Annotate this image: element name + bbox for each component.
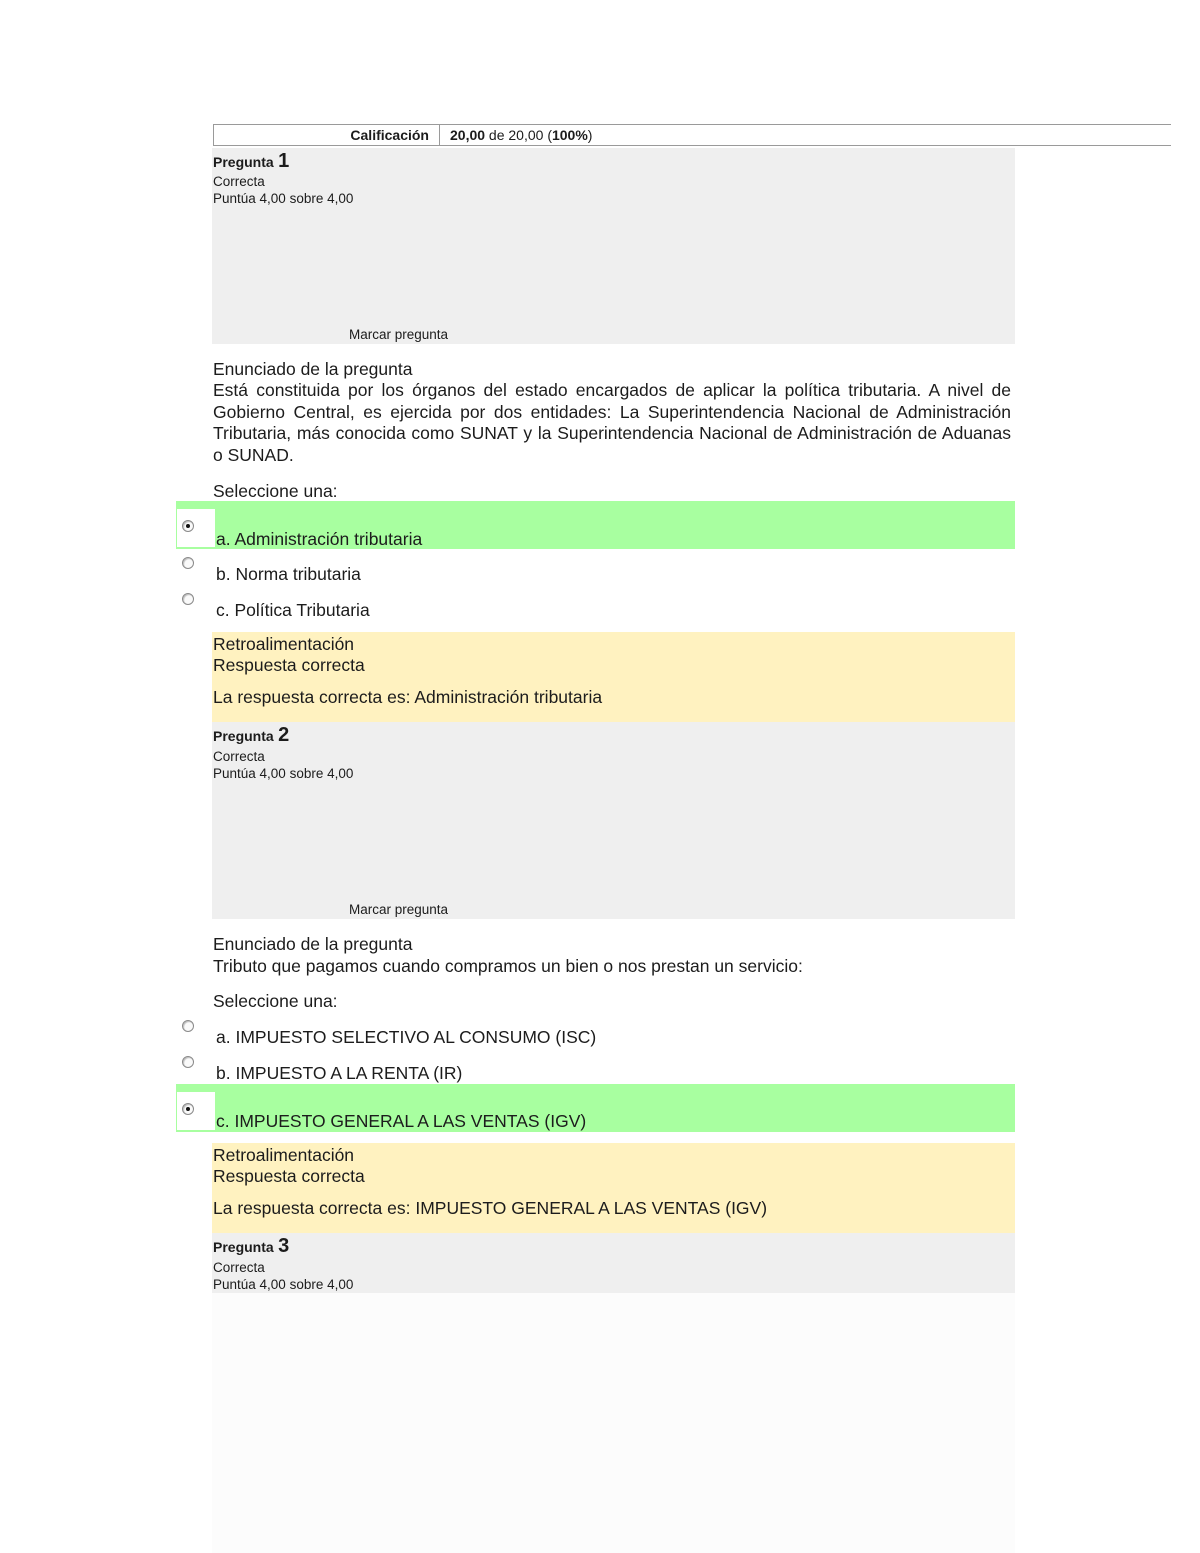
question-1-info (212, 148, 1015, 344)
question-1-status: Correcta (213, 174, 265, 189)
feedback-status: Respuesta correcta (213, 1166, 365, 1186)
feedback-answer: La respuesta correcta es: IMPUESTO GENERAL A LAS VENTAS (IGV) (213, 1198, 768, 1218)
question-3-status: Correcta (213, 1260, 265, 1275)
question-2-score: Puntúa 4,00 sobre 4,00 (213, 766, 354, 781)
q1-option-b[interactable]: b. Norma tributaria (216, 564, 361, 584)
flag-question-2-link[interactable]: Marcar pregunta (349, 902, 449, 917)
feedback-status: Respuesta correcta (213, 655, 365, 675)
question-2-heading: Pregunta 2 (213, 724, 290, 746)
radio-q2-option-b[interactable] (182, 1056, 194, 1068)
question-3-score: Puntúa 4,00 sobre 4,00 (213, 1277, 354, 1292)
question-2-stem: Tributo que pagamos cuando compramos un bien o nos prestan un servicio: (213, 956, 803, 976)
radio-q1-option-a[interactable] (182, 520, 194, 532)
grade-summary (213, 124, 1171, 146)
radio-q1-option-b[interactable] (182, 557, 194, 569)
radio-q2-option-a[interactable] (182, 1020, 194, 1032)
question-2-select-prompt: Seleccione una: (213, 991, 338, 1011)
question-1-select-prompt: Seleccione una: (213, 481, 338, 501)
question-2-info (212, 722, 1015, 919)
grade-label: Calificación (214, 125, 440, 145)
question-2-stem-heading: Enunciado de la pregunta (213, 934, 413, 954)
q2-option-b[interactable]: b. IMPUESTO A LA RENTA (IR) (216, 1063, 463, 1083)
question-3-heading: Pregunta 3 (213, 1235, 290, 1257)
q2-option-c[interactable]: c. IMPUESTO GENERAL A LAS VENTAS (IGV) (216, 1111, 587, 1131)
question-1-heading: Pregunta 1 (213, 150, 290, 172)
q1-option-c[interactable]: c. Política Tributaria (216, 600, 370, 620)
question-1-score: Puntúa 4,00 sobre 4,00 (213, 191, 354, 206)
feedback-heading: Retroalimentación (213, 1145, 355, 1165)
question-1-stem: Está constituida por los órganos del estado encargados de aplicar la política tributaria. A nivel de Gobierno Central, es ejercida por dos entidades: La Superintendencia Nacional de Administración Tributaria, más conocida como SUNAT y la Superintendencia Nacional de Administración de Aduanas o SUNAD. (213, 380, 1011, 465)
radio-q1-option-c[interactable] (182, 593, 194, 605)
q2-option-a[interactable]: a. IMPUESTO SELECTIVO AL CONSUMO (ISC) (216, 1027, 597, 1047)
question-1-feedback (212, 632, 1015, 722)
flag-question-1-link[interactable]: Marcar pregunta (349, 327, 449, 342)
question-2-status: Correcta (213, 749, 265, 764)
question-2-feedback (212, 1143, 1015, 1233)
q1-option-a[interactable]: a. Administración tributaria (216, 529, 423, 549)
question-3-info (212, 1233, 1015, 1293)
grade-value: 20,00 de 20,00 (100%) (450, 127, 593, 143)
feedback-answer: La respuesta correcta es: Administración tributaria (213, 687, 603, 707)
radio-q2-option-c[interactable] (182, 1103, 194, 1115)
page-continuation (212, 1293, 1015, 1553)
feedback-heading: Retroalimentación (213, 634, 355, 654)
question-1-stem-heading: Enunciado de la pregunta (213, 359, 413, 379)
